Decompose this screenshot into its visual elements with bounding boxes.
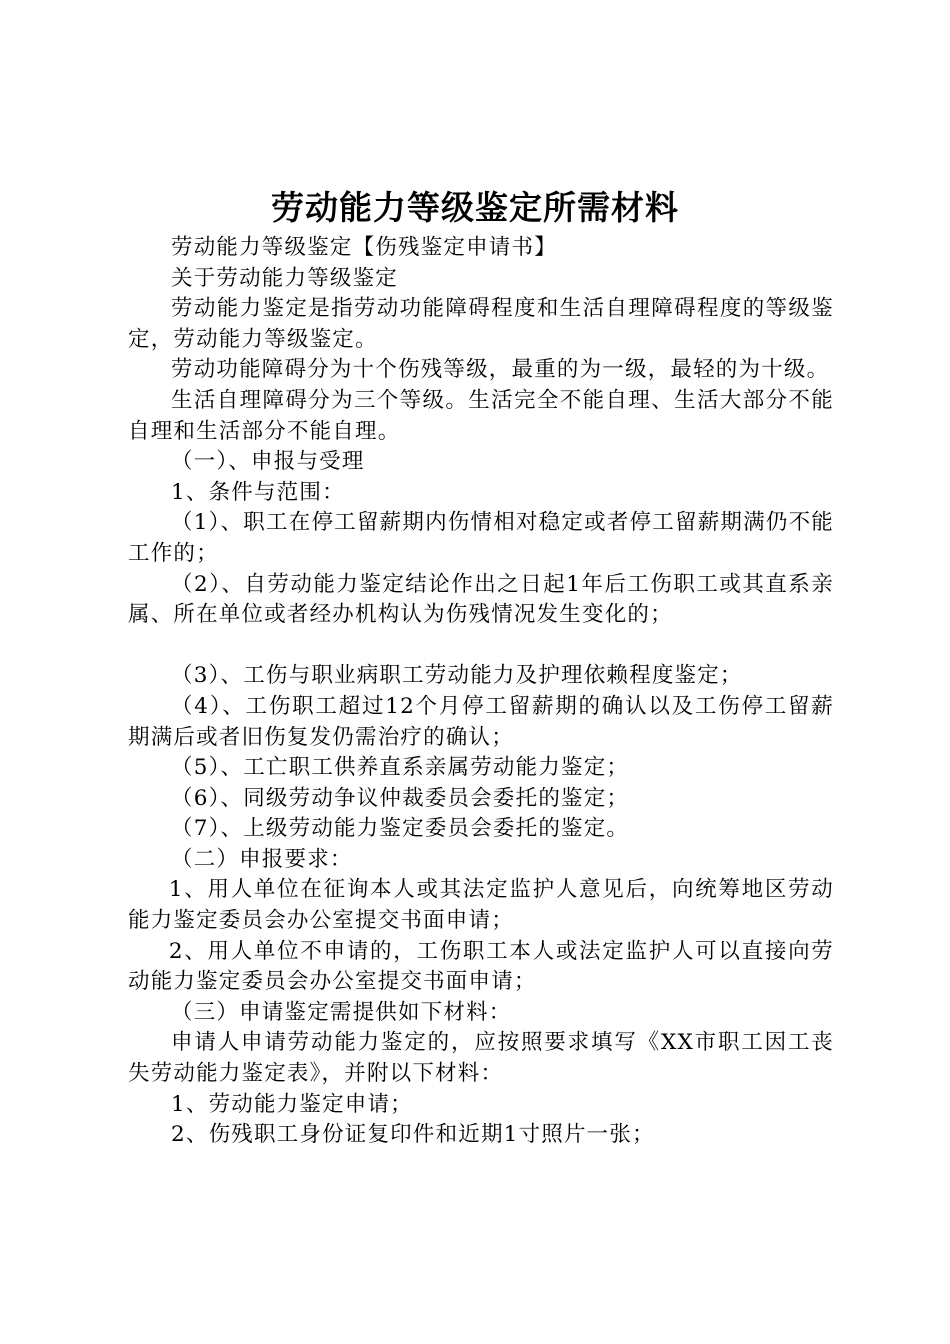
list-item: 1、用人单位在征询本人或其法定监护人意见后，向统筹地区劳动能力鉴定委员会办公室提交书面申请； <box>128 877 834 934</box>
list-item: （2）、自劳动能力鉴定结论作出之日起1年后工伤职工或其直系亲属、所在单位或者经办机构认为伤残情况发生变化的； <box>128 571 834 628</box>
blank-line <box>128 631 834 662</box>
list-item: （6）、同级劳动争议仲裁委员会委托的鉴定； <box>171 785 630 811</box>
document-body <box>128 233 834 1151</box>
list-item: （7）、上级劳动能力鉴定委员会委托的鉴定。 <box>171 816 630 842</box>
subsection-heading: 1、条件与范围： <box>171 479 345 505</box>
list-item: 2、伤残职工身份证复印件和近期1寸照片一张； <box>171 1122 655 1148</box>
paragraph: 生活自理障碍分为三个等级。生活完全不能自理、生活大部分不能自理和生活部分不能自理。 <box>128 387 834 444</box>
paragraph: 关于劳动能力等级鉴定 <box>171 265 399 291</box>
list-item: 1、劳动能力鉴定申请； <box>171 1091 413 1117</box>
list-item: 2、用人单位不申请的，工伤职工本人或法定监护人可以直接向劳动能力鉴定委员会办公室提交书面申请； <box>128 938 834 995</box>
list-item: （3）、工伤与职业病职工劳动能力及护理依赖程度鉴定； <box>171 663 743 689</box>
list-item: （4）、工伤职工超过12个月停工留薪期的确认以及工伤停工留薪期满后或者旧伤复发仍需治疗的确认； <box>128 693 834 750</box>
section-heading: （一）、申报与受理 <box>171 449 365 475</box>
paragraph: 申请人申请劳动能力鉴定的，应按照要求填写《XX市职工因工丧失劳动能力鉴定表》，并附以下材料： <box>128 1030 834 1087</box>
paragraph: 劳动功能障碍分为十个伤残等级，最重的为一级，最轻的为十级。 <box>171 357 830 383</box>
section-heading: （二）申报要求： <box>171 846 353 872</box>
document-title: 劳动能力等级鉴定所需材料 <box>271 188 679 227</box>
list-item: （1）、职工在停工留薪期内伤情相对稳定或者停工留薪期满仍不能工作的； <box>128 510 834 566</box>
list-item: （5）、工亡职工供养直系亲属劳动能力鉴定； <box>171 755 630 781</box>
paragraph: 劳动能力鉴定是指劳动功能障碍程度和生活自理障碍程度的等级鉴定，劳动能力等级鉴定。 <box>128 296 834 352</box>
paragraph: 劳动能力等级鉴定【伤残鉴定申请书】 <box>171 235 557 260</box>
section-heading: （三）申请鉴定需提供如下材料： <box>171 999 512 1025</box>
